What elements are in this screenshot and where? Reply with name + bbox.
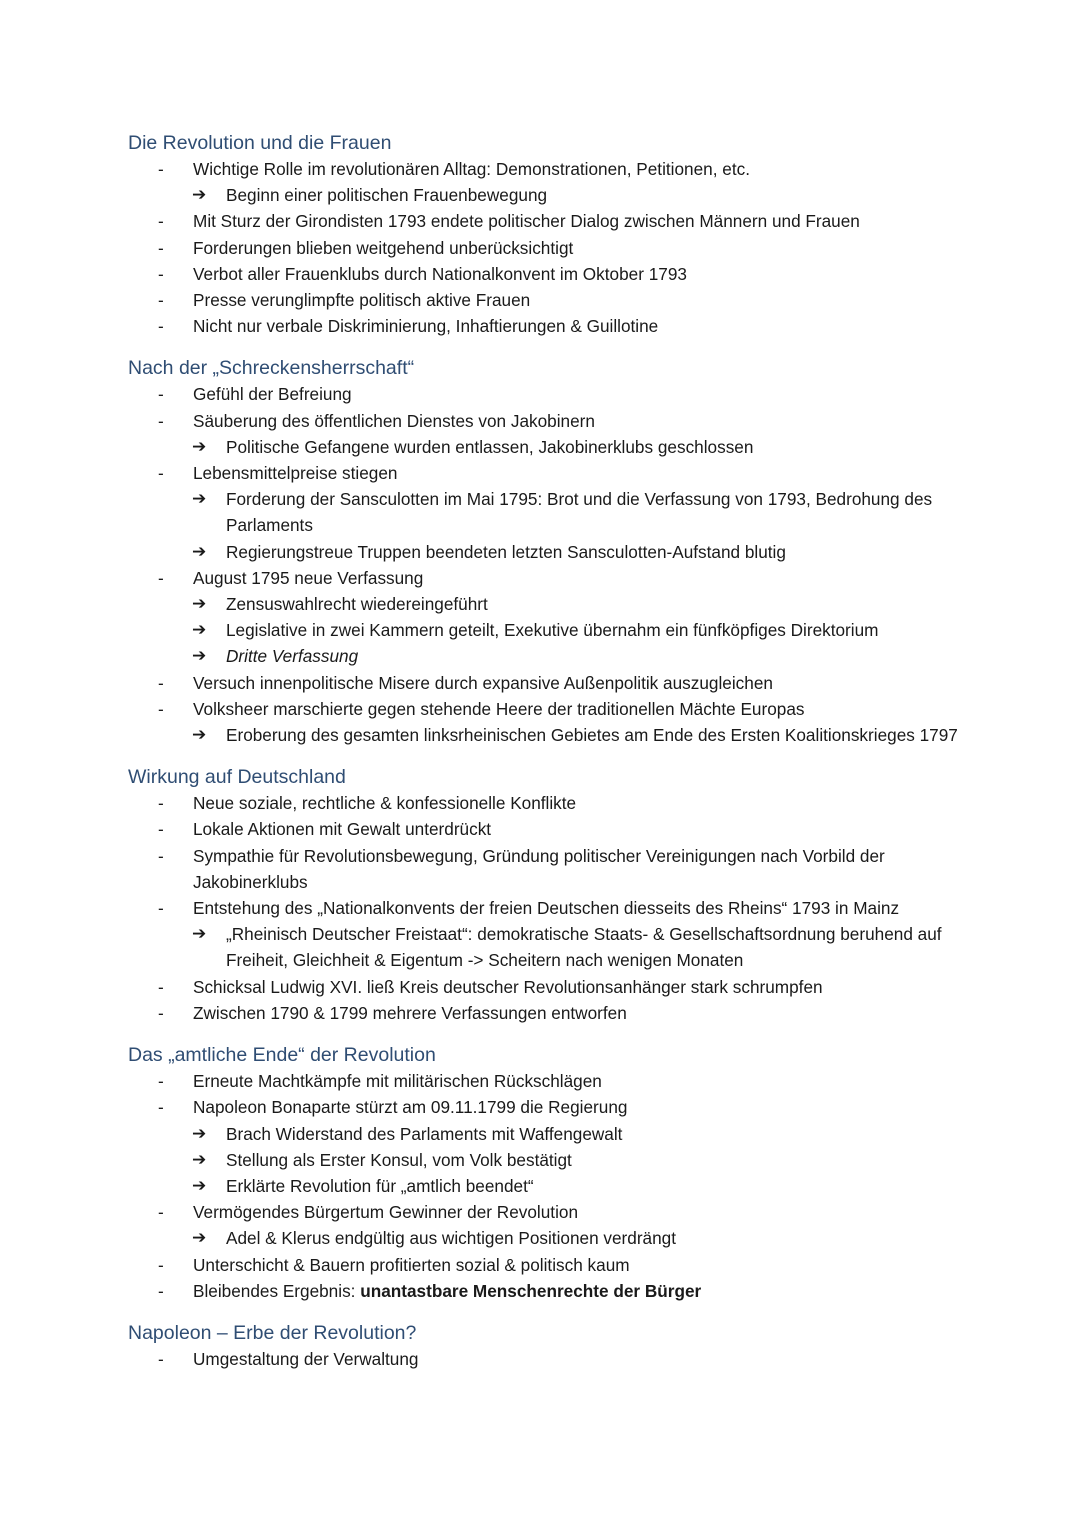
- dash-icon: -: [158, 845, 164, 866]
- dash-icon: -: [158, 1348, 164, 1369]
- bullet-point: [128, 287, 958, 313]
- arrow-icon: ➔: [192, 1175, 207, 1195]
- point-text: Forderung der Sansculotten im Mai 1795: Brot und die Verfassung von 1793, Bedrohung des Parlaments: [226, 489, 933, 536]
- bullet-point: [128, 1346, 958, 1372]
- dash-icon: -: [158, 567, 164, 588]
- point-text: Mit Sturz der Girondisten 1793 endete politischer Dialog zwischen Männern und Frauen: [193, 211, 860, 232]
- point-text: Legislative in zwei Kammern geteilt, Exekutive übernahm ein fünfköpfiges Direktorium: [226, 620, 879, 641]
- point-text: Entstehung des „Nationalkonvents der freien Deutschen diesseits des Rheins“ 1793 in Mainz: [193, 898, 900, 919]
- dash-icon: -: [158, 1002, 164, 1023]
- sub-point: [128, 486, 958, 538]
- dash-icon: -: [158, 290, 164, 311]
- bullet-point: [128, 974, 958, 1000]
- dash-icon: -: [158, 410, 164, 431]
- bullet-point: [128, 235, 958, 261]
- dash-icon: -: [158, 463, 164, 484]
- dash-icon: -: [158, 237, 164, 258]
- point-text: Stellung als Erster Konsul, vom Volk bestätigt: [226, 1149, 572, 1170]
- section: [128, 130, 958, 339]
- dash-icon: -: [158, 819, 164, 840]
- point-text-bold: unantastbare Menschenrechte der Bürger: [360, 1280, 702, 1301]
- arrow-icon: ➔: [192, 541, 207, 561]
- bullet-point: [128, 565, 958, 591]
- bullet-point: [128, 156, 958, 182]
- bullet-point: [128, 1252, 958, 1278]
- bullet-point: [128, 313, 958, 339]
- arrow-icon: ➔: [192, 725, 207, 745]
- point-text: Umgestaltung der Verwaltung: [193, 1348, 419, 1369]
- point-text: Vermögendes Bürgertum Gewinner der Revolution: [193, 1202, 579, 1223]
- arrow-icon: ➔: [192, 1149, 207, 1169]
- point-text: Dritte Verfassung: [226, 646, 359, 667]
- point-text: Zwischen 1790 & 1799 mehrere Verfassungen entworfen: [193, 1002, 627, 1023]
- point-text: Presse verunglimpfte politisch aktive Frauen: [193, 290, 531, 311]
- arrow-icon: ➔: [192, 436, 207, 456]
- section-heading: Die Revolution und die Frauen: [128, 132, 392, 154]
- point-text: Politische Gefangene wurden entlassen, Jakobinerklubs geschlossen: [226, 436, 754, 457]
- point-text: Erneute Machtkämpfe mit militärischen Rückschlägen: [193, 1071, 602, 1092]
- sub-point: [128, 1147, 958, 1173]
- bullet-point: [128, 895, 958, 921]
- dash-icon: -: [158, 672, 164, 693]
- sub-point: [128, 1173, 958, 1199]
- section: [128, 355, 958, 748]
- dash-icon: -: [158, 1254, 164, 1275]
- section-heading: Das „amtliche Ende“ der Revolution: [128, 1044, 436, 1067]
- section: [128, 1042, 958, 1304]
- document-page: [0, 130, 1080, 1372]
- bullet-point: [128, 1000, 958, 1026]
- bullet-point: [128, 261, 958, 287]
- dash-icon: -: [158, 384, 164, 405]
- point-text: Brach Widerstand des Parlaments mit Waffengewalt: [226, 1123, 623, 1144]
- arrow-icon: ➔: [192, 1228, 207, 1248]
- sub-point: [128, 617, 958, 643]
- point-text: Lokale Aktionen mit Gewalt unterdrückt: [193, 819, 492, 840]
- sub-point: [128, 643, 958, 669]
- point-text: Säuberung des öffentlichen Dienstes von Jakobinern: [193, 410, 595, 431]
- point-text: Nicht nur verbale Diskriminierung, Inhaftierungen & Guillotine: [193, 316, 659, 337]
- bullet-point: [128, 1199, 958, 1225]
- bullet-point: [128, 408, 958, 434]
- bullet-point: [128, 208, 958, 234]
- bullet-point: [128, 381, 958, 407]
- dash-icon: -: [158, 316, 164, 337]
- sub-point: [128, 539, 958, 565]
- section: [128, 1320, 958, 1372]
- point-text: Gefühl der Befreiung: [193, 384, 352, 405]
- point-text: Forderungen blieben weitgehend unberücksichtigt: [193, 237, 574, 258]
- bullet-point: [128, 460, 958, 486]
- dash-icon: -: [158, 211, 164, 232]
- bullet-point: [128, 696, 958, 722]
- point-text: Zensuswahlrecht wiedereingeführt: [226, 594, 488, 615]
- arrow-icon: ➔: [192, 594, 207, 614]
- point-text: Unterschicht & Bauern profitierten sozial & politisch kaum: [193, 1254, 630, 1275]
- point-text: Verbot aller Frauenklubs durch Nationalkonvent im Oktober 1793: [193, 263, 687, 284]
- section: [128, 764, 958, 1026]
- dash-icon: -: [158, 159, 164, 179]
- bullet-point: [128, 843, 958, 895]
- arrow-icon: ➔: [192, 646, 207, 666]
- section-heading: Nach der „Schreckensherrschaft“: [128, 357, 415, 380]
- point-text: Eroberung des gesamten linksrheinischen Gebietes am Ende des Ersten Koalitionskrieges 1797: [226, 725, 958, 746]
- arrow-icon: ➔: [192, 1123, 207, 1143]
- point-text: Beginn einer politischen Frauenbewegung: [226, 185, 548, 206]
- point-text: Lebensmittelpreise stiegen: [193, 463, 398, 484]
- section-heading: Wirkung auf Deutschland: [128, 766, 346, 789]
- point-text: August 1795 neue Verfassung: [193, 567, 424, 588]
- sub-point: [128, 921, 958, 973]
- point-text: Schicksal Ludwig XVI. ließ Kreis deutscher Revolutionsanhänger stark schrumpfen: [193, 976, 823, 997]
- bullet-point: [128, 1278, 958, 1304]
- bullet-point: [128, 816, 958, 842]
- dash-icon: -: [158, 1280, 164, 1301]
- sub-point: [128, 182, 958, 208]
- point-text: Napoleon Bonaparte stürzt am 09.11.1799 die Regierung: [193, 1097, 628, 1118]
- dash-icon: -: [158, 1202, 164, 1223]
- point-text: Erklärte Revolution für „amtlich beendet“: [226, 1175, 534, 1196]
- arrow-icon: ➔: [192, 185, 207, 205]
- dash-icon: -: [158, 793, 164, 814]
- dash-icon: -: [158, 1071, 164, 1092]
- point-text: Volksheer marschierte gegen stehende Heere der traditionellen Mächte Europas: [193, 698, 805, 719]
- dash-icon: -: [158, 698, 164, 719]
- point-text: „Rheinisch Deutscher Freistaat“: demokratische Staats- & Gesellschaftsordnung beruhend auf Freiheit, Gleichheit & Eigentum -> Scheitern nach wenigen Monaten: [226, 924, 942, 971]
- dash-icon: -: [158, 898, 164, 919]
- point-text: Regierungstreue Truppen beendeten letzten Sansculotten-Aufstand blutig: [226, 541, 786, 562]
- dash-icon: -: [158, 263, 164, 284]
- bullet-point: [128, 1068, 958, 1094]
- point-text: Wichtige Rolle im revolutionären Alltag: Demonstrationen, Petitionen, etc.: [193, 159, 750, 179]
- point-text: Sympathie für Revolutionsbewegung, Gründung politischer Vereinigungen nach Vorbild der Jakobinerklubs: [193, 845, 885, 892]
- point-text: Adel & Klerus endgültig aus wichtigen Positionen verdrängt: [226, 1228, 677, 1249]
- arrow-icon: ➔: [192, 620, 207, 640]
- point-text: Bleibendes Ergebnis:: [193, 1280, 361, 1301]
- section-heading: Napoleon – Erbe der Revolution?: [128, 1321, 417, 1344]
- sub-point: [128, 591, 958, 617]
- point-text: Versuch innenpolitische Misere durch expansive Außenpolitik auszugleichen: [193, 672, 773, 693]
- point-text: Neue soziale, rechtliche & konfessionelle Konflikte: [193, 793, 577, 814]
- sub-point: [128, 1225, 958, 1251]
- arrow-icon: ➔: [192, 924, 207, 944]
- sub-point: [128, 1121, 958, 1147]
- sub-point: [128, 722, 958, 748]
- arrow-icon: ➔: [192, 489, 207, 509]
- bullet-point: [128, 670, 958, 696]
- sub-point: [128, 434, 958, 460]
- bullet-point: [128, 790, 958, 816]
- dash-icon: -: [158, 1097, 164, 1118]
- dash-icon: -: [158, 976, 164, 997]
- bullet-point: [128, 1094, 958, 1120]
